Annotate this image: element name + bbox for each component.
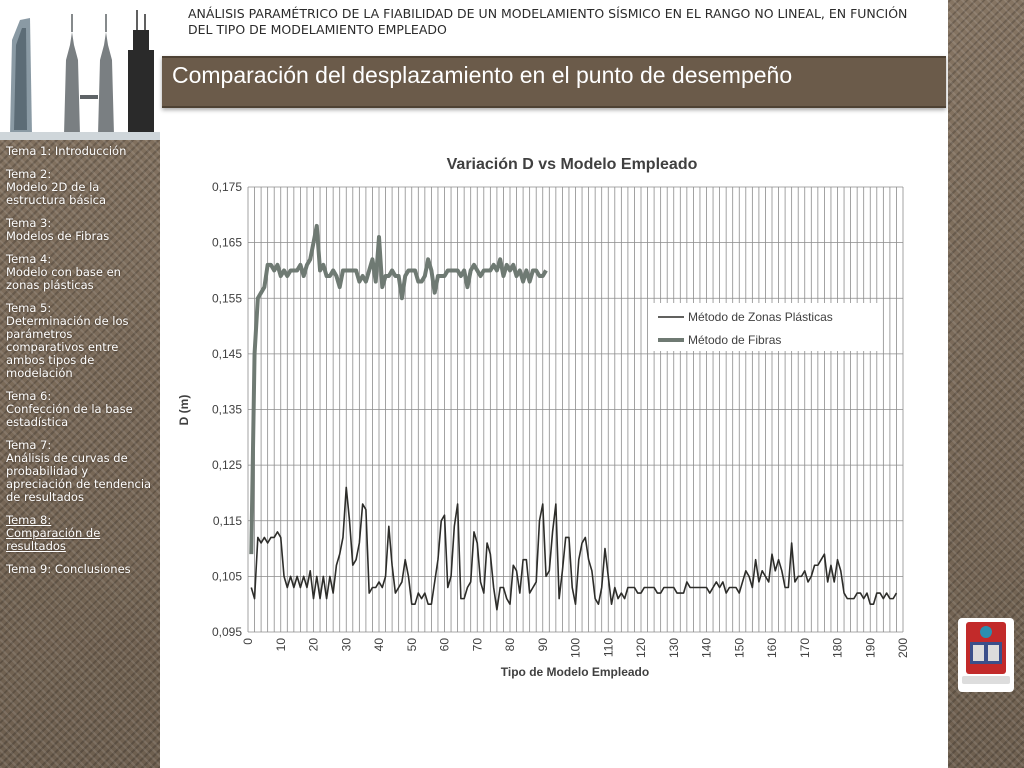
crest-icon [958,618,1014,692]
menu-item[interactable]: Tema 4: [6,252,52,266]
y-tick-label: 0,155 [211,291,242,306]
x-tick-label: 60 [437,638,452,652]
x-tick-label: 10 [273,638,288,652]
chart-title: Variación D vs Modelo Empleado [446,156,698,173]
x-tick-label: 20 [306,638,321,652]
left-sidebar [0,0,160,768]
menu-item[interactable]: Tema 8: [6,513,52,527]
topic-menu [0,145,160,576]
university-logo [958,618,1014,692]
x-tick-label: 110 [601,638,616,658]
menu-item[interactable]: Tema 1: Introducción [6,144,127,158]
menu-item[interactable]: Tema 5: [6,301,52,315]
legend-label-fibras: Método de Fibras [688,333,782,347]
y-tick-label: 0,105 [211,569,242,584]
x-tick-label: 0 [241,638,255,645]
title-bar [162,56,946,108]
line-chart [168,145,928,685]
menu-item[interactable]: Tema 6: [6,389,52,403]
menu-item[interactable]: Modelos de Fibras [6,229,110,243]
x-tick-label: 190 [863,638,878,659]
menu-item[interactable]: Análisis de curvas de probabilidad y apreciación de tendencia de resultados [6,451,152,504]
x-tick-label: 170 [797,638,812,659]
y-tick-label: 0,125 [211,458,242,473]
x-tick-label: 180 [830,638,845,659]
y-tick-label: 0,165 [211,235,242,250]
y-axis-label: D (m) [177,394,191,426]
x-tick-label: 120 [634,638,648,659]
x-tick-label: 90 [535,638,550,652]
chart-grid [248,187,903,632]
menu-item[interactable]: Tema 3: [6,216,52,230]
chart [168,145,928,685]
x-tick-label: 140 [699,638,714,659]
menu-item[interactable]: Modelo 2D de la estructura básica [6,180,107,207]
legend-label-zonas: Método de Zonas Plásticas [688,310,833,324]
x-tick-label: 100 [568,638,583,659]
menu-item[interactable]: Tema 9: Conclusiones [6,562,131,576]
presentation-subtitle: ANÁLISIS PARAMÉTRICO DE LA FIABILIDAD DE UN MODELAMIENTO SÍSMICO EN EL RANGO NO LINEAL, EN FUNCIÓN DEL TIPO DE MODELAMIENTO EMPLEADO [188,6,908,37]
x-tick-label: 160 [765,638,779,659]
x-axis-label: Tipo de Modelo Empleado [500,665,650,679]
skyline-image [0,0,160,140]
chart-legend [652,303,882,351]
y-tick-label: 0,135 [211,402,242,417]
y-tick-label: 0,095 [211,625,242,639]
x-tick-label: 130 [666,638,681,659]
menu-item[interactable]: Modelo con base en zonas plásticas [6,265,121,292]
x-tick-label: 80 [503,638,517,652]
x-tick-label: 30 [339,638,354,652]
x-tick-label: 40 [372,638,386,652]
page-title: Comparación del desplazamiento en el punto de desempeño [172,62,793,88]
menu-item[interactable]: Tema 2: [6,167,52,181]
x-tick-label: 70 [470,638,485,652]
x-tick-label: 50 [404,638,419,652]
menu-item[interactable]: Tema 7: [6,438,52,452]
skyscrapers-icon [0,0,160,140]
y-tick-label: 0,145 [211,346,242,361]
y-tick-label: 0,115 [212,513,242,528]
menu-item[interactable]: Determinación de los parámetros comparativos entre ambos tipos de modelación [6,314,129,380]
menu-item[interactable]: Comparación de resultados [6,526,101,553]
x-tick-label: 200 [896,638,910,659]
menu-item[interactable]: Confección de la base estadística [6,402,133,429]
x-tick-label: 150 [732,638,747,659]
y-tick-label: 0,175 [211,180,242,194]
